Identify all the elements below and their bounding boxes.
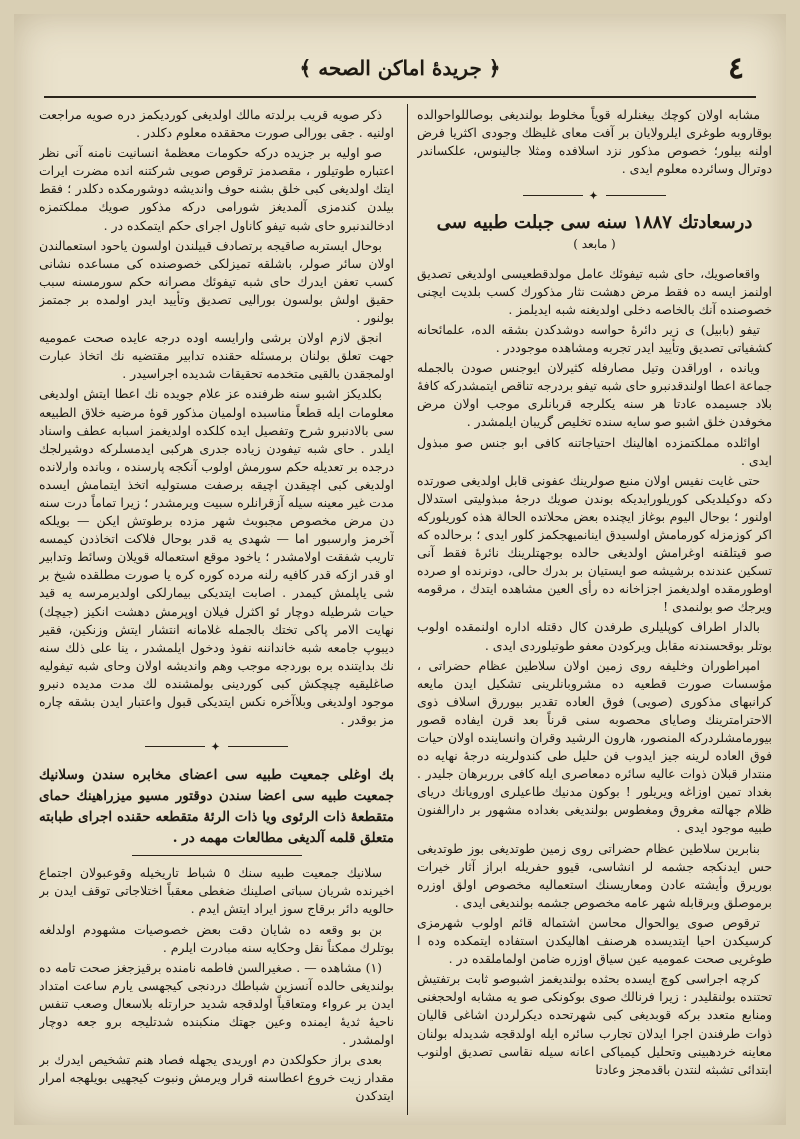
- intro-paragraph: مشابه اولان كوچك بيغنلرله قوياً مخلوط بولنديغى بوصاللواحوالده بوقاروبه طوغرى ايلرولايان بر آفت معاى غليظك وجودى اكثريا فرض اولنه بيلور؛ خصوص مذكور نزد اسلافده ومثلا جالينوس، علكساندر دوترال وسائرده معلوم ايدى .: [417, 107, 772, 177]
- ornament-divider: ✦: [39, 737, 394, 757]
- section-subtitle: ( مابعد ): [573, 236, 616, 251]
- article-paragraph: بالدار اطراف كوپليلرى طرفدن كال دقتله اداره اولنمقده اولوب بوتلر بوقحسندنه مقابل ويركودن معفو طوتيلوردى ايدى .: [417, 619, 772, 653]
- ornament-divider: ✦: [417, 186, 772, 206]
- section-title: درسعادتك ۱۸۸۷ سنه سى جبلت طبيه سى: [436, 212, 753, 234]
- page-number: ٤: [727, 50, 745, 86]
- page-header: [34, 48, 766, 88]
- left-column: [39, 106, 394, 1115]
- article-paragraph: بعدى براز حكولكدن دم اوريدى يجهله فصاد هنم تشخيص ايدرك بر مقدار زيت خروع اعطاسنه قرار ويرمش ونبوت كيجهيى بويلهجه امرار ايتدكدن: [39, 1052, 394, 1104]
- article-paragraph: بكلديكز اشبو سنه ظرفنده عز علام جويده نك اعطا ايتش اولديغى معلومات ايله قطعاً مناسبده اولميان مذكور قوهٔ مرضيه خلاق الطبيعه سى بالادنبرو شرح وتفصيل ايده كلكده اولديغمز اسبابه عطف واسناد ايلدر . حاى شبه تيفودن زياده جدرى هركبى ايدمسلركه دوشيرلجك درجده بر تعديله حكم سورمش اولوب آنكجه پارسنده ، وبانده وارلانده اولديغى كبى اچيقدن اچيقه برصفت مستوليه اتخذ ايتمامش ايسده مدت غير معينه سيله آزقرانلره سبيت ويرمشدر ؛ زيرا تماماً درت سنه دن مرض مخصوص مجبوبث شهر مزده برطوتش ايكن — بويلكه آخرمز وارسبور اما — شهدى يه قدر بوحال فلاكت اتخاذدن كيمسه تاريب شفقت اولامشدر ؛ ياخود موقع استعماله قويلان وسائط وتدابير او قدر ازكه قدر كافيه رلنه مرده كوره كره يا صورت مطلقده شيخ بر شى ياپلمش كيمدر . اصابت ايتديكى بيمارلكى اولديرمرسه يه قيد حيات شرطيله دوچار ئو اكثرل فيلان اوپرمش دهشت انكيز (جيچك) نهايت الامر پاكى تختك بالجمله غلامانه انتشار ايتش وزنكين، فقير ديبوپ جامعه شبه خانداننه نفوذ ودخول ايلمشدر ، ينا على ذلك سنه نك بدايتنده بره بوردجه موجب وهم وانديشه اولان وحاى شبه تيفوليه صاغليقيه چيچكش كبى كوردينى بولمشنده لك مدت مديده دنبرو موجود اولديغى وبلاآخره نكس ايتديكى قبول واعتبار ايدن بشقه چاره مز بوقدر .: [39, 386, 394, 728]
- article-paragraph: ذكر صويه قريب برلدته مالك اولديغى كورديكمز دره صويه مراجعت اولنيه . جقى بورالى صورت محققده معلوم دكلدر .: [39, 107, 394, 141]
- article-paragraph: بن بو وقعه ده شايان دقت بعض خصوصيات مشهودم اولدلغه بوتلرك ممكناً نقل وحكايه سنه مبادرت ايلرم .: [39, 921, 394, 955]
- article-paragraph: بنابرين سلاطين عظام حضراتى روى زمين طوتديغى بوز طوتديغى حس ايدنكجه جشمه لر انشاسى، قيوو حفريله ابراز آثار خيرات بوريرق وأيشته عادن ومعاريسنك استعماليه مخصوص اولق اوزره برموصلق وبرقابله شهر عامه مخصوص جشمه بولنديغى ايدى .: [417, 840, 772, 910]
- column-divider: [407, 104, 408, 1115]
- article-paragraph: تيفو (بابيل) ى زير دائرهٔ حواسه دوشدكدن بشقه الده، علمائحانه كشفياتى تصديق وتأييد ايدر تجربه ومشاهده موجوددر .: [417, 321, 772, 356]
- article-paragraph: صو اوليه بر جزيده دركه حكومات معظمهٔ انسانيت نامنه آنى نظر اعتباره طوتيلور ، مقصدمز ترقوص صويى شركتنه انده مضرت ايرات ايتك اولديغى كبى خلق بشنه حوف وانديشه دوشورمكده دكلدر ؛ فقط بيلدن كندمزى آلمديغز شورامى دركه مذكور صويك مملكتمزه ادخالندنبرو حاى شبه تيفو كاناول اجراى حكم ايتمكده در .: [39, 145, 394, 233]
- right-column: [417, 106, 772, 1115]
- article-paragraph: حتى غايت نفيس اولان منبع صولرينك عفونى قابل اولديغى صورتده دكه دوكيلديكى كوريلورايديكه بوندن صويك درجهٔ مبذوليتى استدلال اولنور ؛ بوحال اليوم بوغاز ايچنده بعض محلاتده الحالة هذه كوريلوركه اكر كوزمزله كورمامش اولسيدق اينانميهجكمز كلور ايدى ؛ برحالده كه صو قيتلقنه اوغرامش اولديغى حالده بوجهتلرينك نائرهٔ فقط آنى تسكين عندنده برشيشه صو ايستيان بر بدرك حالى، دونرنده او صرده اوطورمقده اولديغمز اجزاخانه ده رأى العين مشاهده ايتدك ، مرقومه ويرجك صو بولنمدى !: [417, 472, 772, 615]
- article-paragraph: امپراطوران وخليفه روى زمين اولان سلاطين عظام حضراتى ، مؤسسات صورت قطعيه ده مشروبانلرينى تشكيل ايدن مايعه كرانبهاى مذكورى (صويى) فوق العاده تقدير بيوررق اسلاف ذوى الاحترامترينك وصاياى محصوبه سنى قرناً بعد قرن ايفاده قصور بيورمامشلردركه المنصور، هارون الرشيد وقران وانساينده اولان حيات فوق العاده لرينه جيز ايدوب فن حليل طى كندولرينه درجهٔ نهايه ده منتدار قبلان ذوات عاليه سائره دمعاصرى ايله كافى برربرهان جليدر . بغداد تمين اوزاغه ويريلور ! بوكون مدنيك طاعيلرى اورويانك درياى ظلام جهالته مغروق ومغطوس بولنديغى بغداده مشهور بر دارالفنون طبيه موجود ايدى .: [417, 657, 772, 836]
- article-paragraph: كرچه اجراسى كوچ ايسده بحثده بولنديغمز اشبوصو ثابت برتفتيش تحتنده بولنقليدر : زيرا فرنالك صوى بوكونكى صو يه مشابه اولحجغنى ومنابع متعدد بركه قوبديغى كبى شهرتحده ديكرلردن اشاغى قاليان ذوات طرفندن اجرا ايدلان تجارب سائره ايله اولدقجه شديدله بولنان معاينه خردهبينى وتحليل كيمياكى اعانه سيله نقاسى تصديق اولنوب ابتدائى تشبثه لنتدن باقدمجز وعادتا: [417, 971, 772, 1077]
- article-paragraph: انجق لازم اولان برشى وارايسه اوده درجه عايده صحت عموميه جهت تعلق بولنان برمسئله حقنده تدابير مقتضيه نك اتخاذ عبارت اولمجقدن بالقيى متخدمه تحقيقات شديده اجراسيدر .: [39, 330, 394, 382]
- article-paragraph: واقعاصويك، حاى شبه تيفوئك عامل مولدقطعيسى اولديغى تصديق اولنمز ايسه ده فقط مرض دهشت نثار مذكورك كسب بلديت ايچنى خصوصنده آنك بالخاصه دخلى اولديغنه شبه ايديلمز .: [417, 265, 772, 317]
- running-title: ﴿ جريدهٔ اماكن الصحه ﴾: [299, 56, 501, 80]
- article-paragraph: ويانده ، اوراقدن وتيل مصارفله كثيرلان ايوجنس صودن بالجمله جماعة اعطا اولندقدنبرو حاى شبه تيفو بردرجه تناقص ايتمشدركه كافهٔ بلاد جسيمده عادتا هر سنه يكلرجه قربانلرى موجب اولان مرض مخوفدن خلق اشبو صو سايه سنده تخليص گريبان ايلمشدر .: [417, 360, 772, 430]
- article-paragraph: سلانيك جمعيت طبيه سنك ٥ شباط تاريخيله وقوعبولان اجتماع اخيرنده شريان سباتى اصلينك ضغطى معقباً اختلاجاتى توقف ايدن بر حالويه دائر برقاج سوز ايراد ايتش ايدم .: [39, 865, 394, 917]
- header-rule: [44, 96, 756, 98]
- article-paragraph: ترقوص صوى يوالحوال محاسن اشتماله قائم اولوب شهرمزى كرسيكدن احيا ايتديسده هرصنف اهاليكدن استفاده ايتمكده وده ا طوغريى صحت عموميه عين سياق اوزره ضامن اولماملقده در .: [417, 914, 772, 967]
- article-paragraph: بوحال ايستربه صاقيجه برتصادف قبيلندن اولسون ياحود استعمالندن اولان سائر صولر، باشلقه تميزلكى خصوصنده كى مساعده نشانى كسب تعفن ايدرك حاى شبه تيفوئك مصرانه حكم سورمسنه سبب حقيق اولش بولسون بوراليى تصديق وتأييد ايدر اولمده بر جمتمز بولنور .: [39, 237, 394, 326]
- heading-rule: [132, 855, 302, 856]
- article-heading: بك اوغلى جمعيت طبيه سى اعضاى مخابره سندن وسلانيك جمعيت طبيه سى اعضا سندن دوقتور مسيو ميزراهينك حماى متقطعهٔ ذات الرئوى ويا ذات الرئهٔ متقطعه حقنده اجراى طبابته متعلق قلمه آلديغى مطالعات مهمه در .: [39, 767, 394, 847]
- article-paragraph: اوائلده مملكتمزده اهالينك احتياجاتنه كافى ابو جنس صو مبذول ايدى .: [417, 434, 772, 468]
- newspaper-page: [14, 14, 786, 1125]
- article-paragraph: (١) مشاهده — . صغيرالسن فاطمه نامنده برقيزجغز صحت تامه ده بولنديغى حالده آنسزين شباطك دردنجى كيجهسى يارم ساعت امتداد ايدن بر عرواء ومتعاقباً اولدقجه شديد حرارتله بلاسعال وصعب تنفس ناحيهٔ ثديهٔ ايمنده وعين جهتك منكبنده شدتليجه برو جعه دوچار اولمشدر .: [39, 959, 394, 1048]
